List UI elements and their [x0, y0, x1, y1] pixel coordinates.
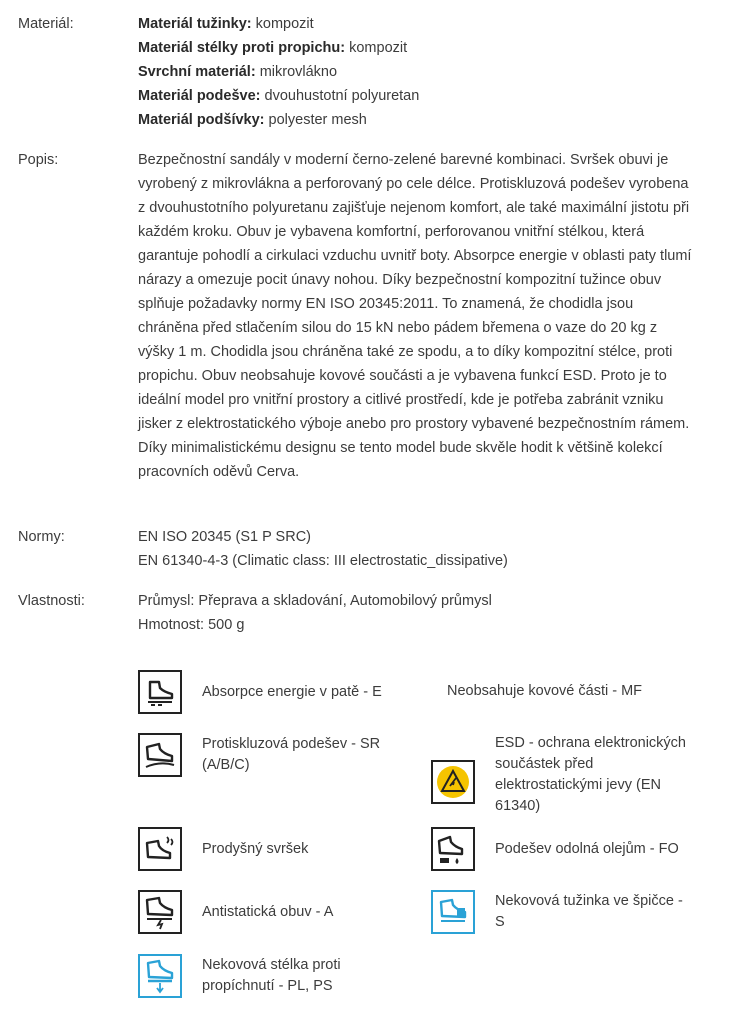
material-value: dvouhustotní polyuretan — [260, 88, 420, 104]
vlastnosti-line: Hmotnost: 500 g — [138, 617, 245, 633]
property-item — [138, 670, 382, 714]
property-label: Nekovová stélka proti propíchnutí - PL, PS — [202, 957, 341, 994]
material-key: Materiál podšívky: — [138, 112, 265, 128]
property-label: Prodyšný svršek — [202, 840, 309, 857]
property-item — [138, 890, 333, 934]
normy-line: EN ISO 20345 (S1 P SRC) — [138, 529, 312, 545]
material-value: mikrovlákno — [255, 64, 338, 80]
vlastnosti-list — [138, 589, 698, 637]
property-label: Neobsahuje kovové části - MF — [447, 683, 643, 699]
shock-absorbing-heel-icon — [138, 670, 182, 714]
property-item — [431, 827, 695, 871]
property-item — [431, 733, 695, 817]
breathable-upper-icon — [138, 827, 182, 871]
material-value: kompozit — [251, 16, 314, 32]
material-item — [138, 60, 698, 84]
material-key: Materiál tužinky: — [138, 16, 252, 32]
normy-line: EN 61340-4-3 (Climatic class: III electrostatic_dissipative) — [138, 553, 508, 569]
popis-text: Bezpečnostní sandály v moderní černo-zelené barevné kombinaci. Svršek obuvi je vyrobený z mikrovlákna a perforovaný po cele délce. Protiskluzová podešev vyrobena z dvouhustotního polyuretanu zajišťuje nejenom komfort, ale také maximální jistotu při každém kroku. Obuv je vybavena komfortní, perforovanou vnitřní stélkou, která garantuje pohodlí a cirkulaci vzduchu uvnitř boty. Absorpce energie v oblasti paty tlumí nárazy a omezuje pocit únavy nohou. Díky bezpečnostní kompozitní tužince obuv splňuje požadavky normy EN ISO 20345:2011. To znamená, že chodidla jsou chráněna před stlačením silou do 15 kN nebo pádem břemena o vaze do 20 kg z výšky 1 m. Chodidla jsou chráněna také ze spodu, a to díky kompozitní stélce, proti propichu. Obuv neobsahuje kovové součásti a je vybavena funkcí ESD. Proto je to ideální model pro vnitřní prostory a citlivé prostředí, kde je potřeba zabránit vzniku jisker z elektrostatického výboje anebo pro prostory vybavené bezpečnostním rámem. Díky minimalistickému designu se tento model bude skvěle hodit k většině kolekcí pracovních oděvů Cerva. — [138, 152, 692, 480]
property-item — [138, 827, 308, 871]
property-label: Protiskluzová podešev - SR (A/B/C) — [202, 736, 381, 773]
oil-resistant-sole-icon — [431, 827, 475, 871]
property-label: ESD - ochrana elektronických součástek před elektrostatickými jevy (EN 61340) — [495, 735, 686, 814]
antistatic-shoe-icon — [138, 890, 182, 934]
material-value: kompozit — [345, 40, 408, 56]
material-list — [138, 12, 698, 132]
property-item — [431, 890, 695, 934]
property-label: Podešev odolná olejům - FO — [495, 840, 679, 857]
material-value: polyester mesh — [264, 112, 367, 128]
material-item — [138, 108, 698, 132]
slip-resistant-sole-icon — [138, 733, 182, 777]
material-item — [138, 84, 698, 108]
property-item — [447, 681, 642, 702]
property-label: Nekovová tužinka ve špičce - S — [495, 893, 683, 930]
popis-label: Popis: — [18, 152, 59, 168]
non-metal-insole-icon — [138, 954, 182, 998]
normy-label: Normy: — [18, 529, 65, 545]
property-item — [138, 954, 402, 998]
property-item — [138, 733, 407, 777]
material-label: Materiál: — [18, 16, 74, 32]
normy-list — [138, 525, 698, 573]
esd-warning-icon — [431, 760, 475, 804]
non-metal-toecap-icon — [431, 890, 475, 934]
material-item — [138, 36, 698, 60]
vlastnosti-line: Průmysl: Přeprava a skladování, Automobilový průmysl — [138, 593, 492, 609]
property-label: Absorpce energie v patě - E — [202, 683, 382, 700]
property-label: Antistatická obuv - A — [202, 903, 334, 920]
material-item — [138, 12, 698, 36]
material-key: Materiál podešve: — [138, 88, 261, 104]
vlastnosti-label: Vlastnosti: — [18, 593, 85, 609]
material-key: Svrchní materiál: — [138, 64, 256, 80]
material-key: Materiál stélky proti propichu: — [138, 40, 346, 56]
